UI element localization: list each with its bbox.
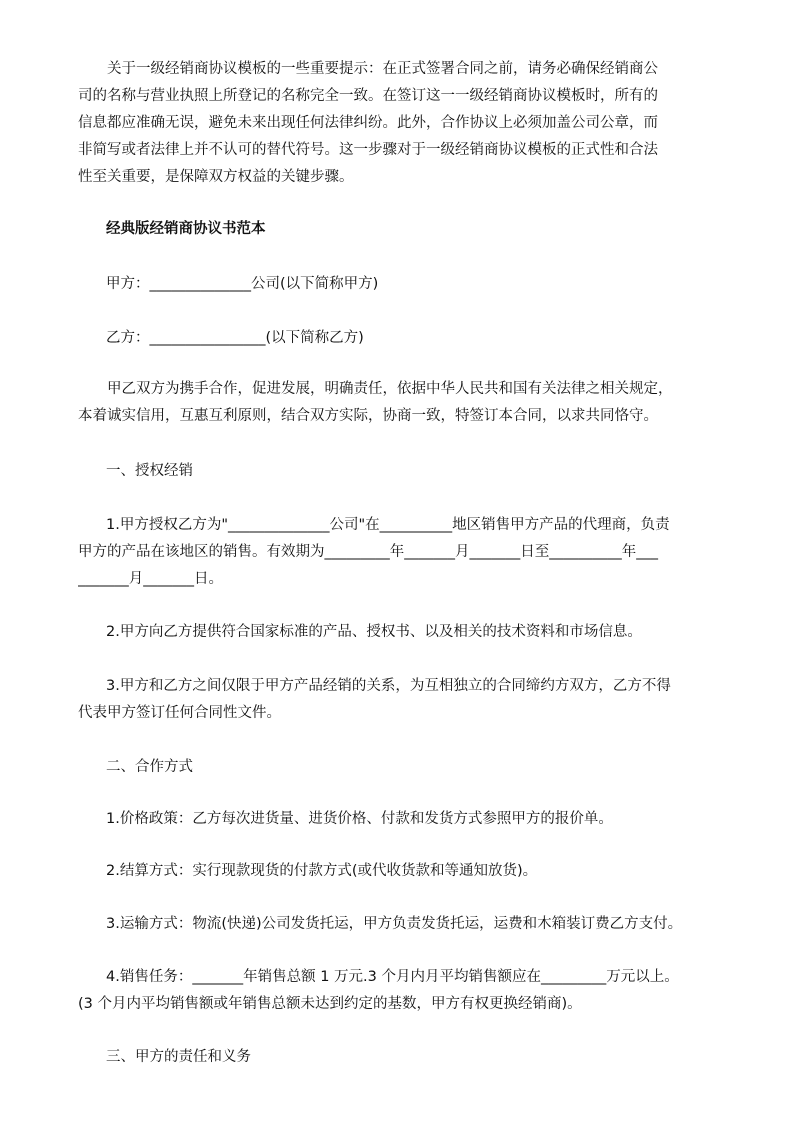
item-line: 1.甲方授权乙方为"______________公司"在__________地区销售甲方产品的代理商，负责 bbox=[106, 517, 670, 533]
item-line: 甲方的产品在该地区的销售。有效期为_________年_______月_______日至__________年___ bbox=[78, 544, 658, 560]
party-b-line: 乙方：________________(以下简称乙方) bbox=[106, 330, 364, 346]
item-line: 4.销售任务：_______年销售总额 1 万元.3 个月内月平均销售额应在_________万元以上。 bbox=[106, 969, 679, 985]
item-line: 3.甲方和乙方之间仅限于甲方产品经销的关系，为互相独立的合同缔约方双方，乙方不得 bbox=[106, 678, 671, 694]
intro-line: 非简写或者法律上并不认可的替代符号。这一步骤对于一级经销商协议模板的正式性和合法 bbox=[78, 142, 658, 158]
party-a-line: 甲方：______________公司(以下简称甲方) bbox=[106, 276, 379, 292]
section-1-item-1 bbox=[78, 512, 730, 593]
preamble-paragraph bbox=[78, 376, 730, 430]
section-2-item-3 bbox=[106, 911, 746, 938]
intro-line: 信息都应准确无误，避免未来出现任何法律纠纷。此外，合作协议上必须加盖公司公章，而 bbox=[78, 115, 658, 131]
section-2-item-1 bbox=[106, 806, 758, 833]
section-1-item-3 bbox=[78, 673, 730, 727]
section-2-item-2 bbox=[106, 858, 758, 885]
preamble-line: 本着诚实信用，互惠互利原则，结合双方实际，协商一致，特签订本合同，以求共同恪守。 bbox=[78, 408, 658, 424]
section-1-item-2 bbox=[106, 619, 758, 646]
intro-line: 司的名称与营业执照上所登记的名称完全一致。在签订这一一级经销商协议模板时，所有的 bbox=[78, 88, 658, 104]
item-line: 2.结算方式：实行现款现货的付款方式(或代收货款和等通知放货)。 bbox=[106, 863, 538, 879]
preamble-line: 甲乙双方为携手合作，促进发展，明确责任，依据中华人民共和国有关法律之相关规定， bbox=[78, 381, 673, 397]
item-line: 代表甲方签订任何合同性文件。 bbox=[78, 705, 281, 721]
intro-paragraph bbox=[78, 56, 730, 191]
section-3-heading: 三、甲方的责任和义务 bbox=[106, 1049, 251, 1065]
section-1-heading: 一、授权经销 bbox=[106, 463, 193, 479]
document-title: 经典版经销商协议书范本 bbox=[106, 221, 266, 237]
item-line: 2.甲方向乙方提供符合国家标准的产品、授权书、以及相关的技术资料和市场信息。 bbox=[106, 624, 642, 640]
intro-line: 性至关重要，是保障双方权益的关键步骤。 bbox=[78, 169, 354, 185]
intro-line: 关于一级经销商协议模板的一些重要提示：在正式签署合同之前，请务必确保经销商公 bbox=[78, 61, 658, 77]
section-2-item-4 bbox=[78, 964, 730, 1018]
item-line: (3 个月内平均销售额或年销售总额未达到约定的基数，甲方有权更换经销商)。 bbox=[78, 996, 582, 1012]
item-line: 3.运输方式：物流(快递)公司发货托运，甲方负责发货托运，运费和木箱装订费乙方支付。 bbox=[106, 916, 683, 932]
section-2-heading: 二、合作方式 bbox=[106, 759, 193, 775]
item-line: _______月_______日。 bbox=[78, 571, 223, 587]
item-line: 1.价格政策：乙方每次进货量、进货价格、付款和发货方式参照甲方的报价单。 bbox=[106, 811, 613, 827]
